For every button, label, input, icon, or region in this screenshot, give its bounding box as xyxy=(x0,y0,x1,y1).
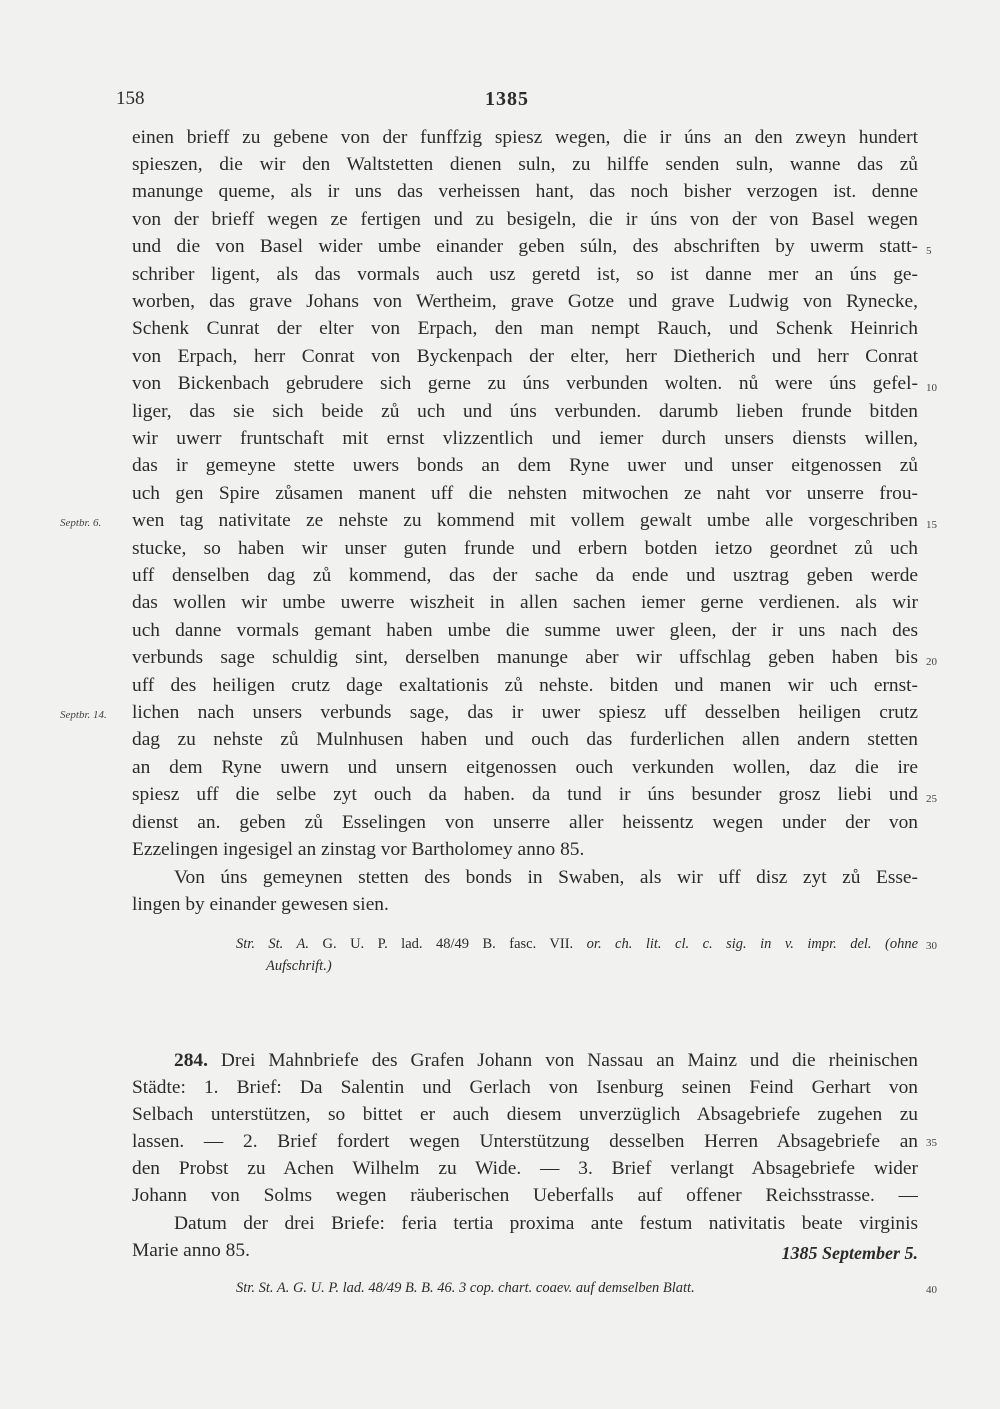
letter-line: dienst an. geben zů Esselingen von unserre aller heissentz wegen under der von xyxy=(132,812,918,833)
line-number: 25 xyxy=(926,793,937,805)
letter-line: stucke, so haben wir unser guten frunde und erbern botden ietzo geordnet zů uch xyxy=(132,538,918,559)
letter-line: liger, das sie sich beide zů uch und úns verbunden. darumb lieben frunde bitden xyxy=(132,401,918,422)
letter-line: einen brieff zu gebene von der funffzig spiesz wegen, die ir úns an den zweyn hundert xyxy=(132,127,918,148)
letter-line: Ezzelingen ingesigel an zinstag vor Bartholomey anno 85. xyxy=(132,839,585,860)
line-number: 10 xyxy=(926,382,937,394)
letter-line: worben, das grave Johans von Wertheim, grave Gotze und grave Ludwig von Rynecke, xyxy=(132,291,918,312)
entry-number: 284. xyxy=(174,1050,208,1071)
letter-line: das ir gemeyne stette uwers bonds an dem Ryne uwer und unser eitgenossen zů xyxy=(132,455,918,476)
letter-line: lichen nach unsers verbunds sage, das ir uwer spiesz uff desselben heiligen crutz xyxy=(132,702,918,723)
running-year: 1385 xyxy=(485,88,529,110)
entry-source-note: Str. St. A. G. U. P. lad. 48/49 B. B. 46. 3 cop. chart. coaev. auf demselben Blatt. xyxy=(236,1280,695,1296)
letter-line: wen tag nativitate ze nehste zu kommend mit vollem gewalt umbe alle vorgeschriben xyxy=(132,510,918,531)
line-number: 35 xyxy=(926,1137,937,1149)
closing-line: lingen by einander gewesen sien. xyxy=(132,894,389,915)
letter-line: schriber ligent, als das vormals auch usz geretd ist, so ist danne mer an úns ge- xyxy=(132,264,918,285)
letter-line: an dem Ryne uwern und unsern eitgenossen ouch verkunden wollen, daz die ire xyxy=(132,757,918,778)
page-number: 158 xyxy=(116,88,145,109)
letter-line: spiesz uff die selbe zyt ouch da haben. da tund ir úns besunder grosz liebi und xyxy=(132,784,918,805)
letter-line: uch danne vormals gemant haben umbe die summe uwer gleen, der ir uns nach des xyxy=(132,620,918,641)
letter-line: von Erpach, herr Conrat von Byckenpach der elter, herr Dietherich und herr Conrat xyxy=(132,346,918,367)
closing-line: Von úns gemeynen stetten des bonds in Swaben, als wir uff disz zyt zů Esse- xyxy=(174,867,918,888)
margin-date-note: Septbr. 14. xyxy=(60,709,107,721)
letter-line: dag zu nehste zů Mulnhusen haben und ouch das furderlichen allen andern stetten xyxy=(132,729,918,750)
entry-title-line xyxy=(174,1047,918,1074)
line-number: 30 xyxy=(926,940,937,952)
line-number: 15 xyxy=(926,519,937,531)
letter-line: das wollen wir umbe uwerre wiszheit in allen sachen iemer gerne verdienen. als wir xyxy=(132,592,918,613)
letter-line: von der brieff wegen ze fertigen und zu besigeln, die ir úns von der von Basel wegen xyxy=(132,209,918,230)
entry-datum-line: Datum der drei Briefe: feria tertia proxima ante festum nativitatis beate virginis xyxy=(174,1213,918,1234)
entry-line: Städte: 1. Brief: Da Salentin und Gerlach von Isenburg seinen Feind Gerhart von xyxy=(132,1077,918,1098)
letter-source-note-cont: Aufschrift.) xyxy=(266,958,332,974)
letter-line: von Bickenbach gebrudere sich gerne zu úns verbunden wolten. nů were úns gefel- xyxy=(132,373,918,394)
letter-line: Schenk Cunrat der elter von Erpach, den man nempt Rauch, und Schenk Heinrich xyxy=(132,318,918,339)
archive-shelfmark: G. U. P. lad. 48/49 B. fasc. VII. xyxy=(322,936,574,952)
entry-line: lassen. — 2. Brief fordert wegen Unterstützung desselben Herren Absagebriefe an xyxy=(132,1131,918,1152)
letter-line: wir uwerr fruntschaft mit ernst vlizzentlich und iemer durch unsers diensts willen, xyxy=(132,428,918,449)
line-number: 5 xyxy=(926,245,932,257)
letter-line: manunge queme, als ir uns das verheissen hant, das noch bisher verzogen ist. denne xyxy=(132,181,918,202)
entry-line: Selbach unterstützen, so bittet er auch diesem unverzüglich Absagebriefe zugehen zu xyxy=(132,1104,918,1125)
page-header xyxy=(0,88,1000,118)
letter-line: und die von Basel wider umbe einander geben súln, des abschriften by uwerm statt- xyxy=(132,236,918,257)
entry-datum-line: Marie anno 85. xyxy=(132,1240,250,1261)
letter-source-note xyxy=(236,934,918,954)
entry-date: 1385 September 5. xyxy=(781,1243,918,1263)
line-number: 40 xyxy=(926,1284,937,1296)
archive-description: or. ch. lit. cl. c. sig. in v. impr. del. (ohne xyxy=(586,936,919,952)
entry-line: den Probst zu Achen Wilhelm zu Wide. — 3. Brief verlangt Absagebriefe wider xyxy=(132,1158,918,1179)
entry-summary-start: Drei Mahnbriefe des Grafen Johann von Nassau an Mainz und die rheinischen xyxy=(220,1050,918,1071)
archive-abbrev: Str. St. A. xyxy=(236,936,310,952)
letter-line: uff denselben dag zů kommend, das der sache da ende und usztrag geben werde xyxy=(132,565,918,586)
letter-line: uff des heiligen crutz dage exaltationis zů nehste. bitden und manen wir uch ernst- xyxy=(132,675,918,696)
entry-line: Johann von Solms wegen räuberischen Ueberfalls auf offener Reichsstrasse. — xyxy=(132,1185,918,1206)
letter-line: uch gen Spire zůsamen manent uff die nehsten mitwochen ze naht vor unserre frou- xyxy=(132,483,918,504)
letter-line: spieszen, die wir den Waltstetten dienen suln, zu hilffe senden suln, wanne das zů xyxy=(132,154,918,175)
margin-date-note: Septbr. 6. xyxy=(60,517,102,529)
line-number: 20 xyxy=(926,656,937,668)
letter-line: verbunds sage schuldig sint, derselben manunge aber wir uffschlag geben haben bis xyxy=(132,647,918,668)
